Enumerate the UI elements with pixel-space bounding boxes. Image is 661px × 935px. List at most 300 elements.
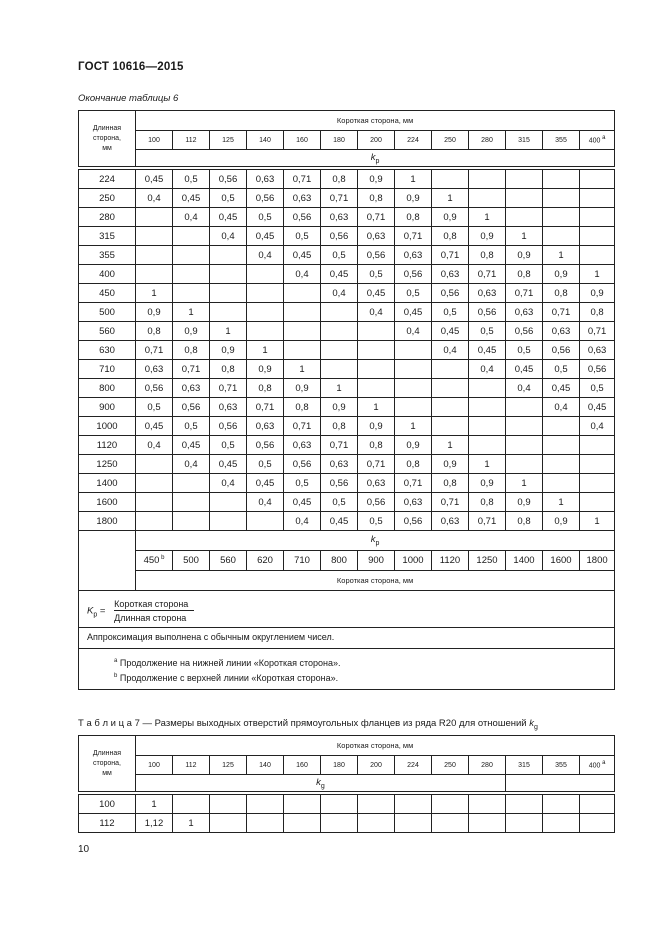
table-cell: 0,8: [358, 436, 395, 455]
table-row: [79, 246, 615, 265]
row-label: 100: [79, 795, 136, 814]
table-6: [78, 110, 615, 690]
table-cell: 0,56: [395, 265, 432, 284]
table-cell: 0,5: [284, 474, 321, 493]
table-cell: [506, 417, 543, 436]
table-cell: 0,5: [136, 398, 173, 417]
table-cell: 0,71: [432, 246, 469, 265]
bottom-column-header: 1120: [432, 551, 469, 571]
table-cell: [173, 284, 210, 303]
table-cell: [210, 814, 247, 833]
table-row: [79, 227, 615, 246]
table-cell: [210, 284, 247, 303]
table-cell: 0,5: [543, 360, 580, 379]
table-cell: [136, 246, 173, 265]
document-title: ГОСТ 10616—2015: [78, 61, 184, 73]
table-cell: 0,9: [395, 436, 432, 455]
table-cell: [321, 322, 358, 341]
page-number: 10: [78, 844, 90, 855]
row-label: 1400: [79, 474, 136, 493]
table-cell: 0,9: [469, 227, 506, 246]
table-cell: 1: [506, 227, 543, 246]
table-cell: 0,4: [506, 379, 543, 398]
table-cell: [136, 208, 173, 227]
row-label: 1600: [79, 493, 136, 512]
column-header: 250: [432, 131, 469, 150]
table-cell: [432, 417, 469, 436]
table-row: [79, 360, 615, 379]
table-cell: [284, 814, 321, 833]
table-cell: 0,63: [284, 189, 321, 208]
table-cell: 0,71: [321, 189, 358, 208]
table-cell: 0,8: [580, 303, 615, 322]
column-header: 355: [543, 131, 580, 150]
table-cell: [469, 398, 506, 417]
table-cell: 0,9: [506, 493, 543, 512]
table-row: [79, 208, 615, 227]
table-cell: 0,71: [247, 398, 284, 417]
row-label: 1800: [79, 512, 136, 531]
table-cell: [469, 814, 506, 833]
table-cell: 0,63: [395, 493, 432, 512]
table-row: [79, 417, 615, 436]
table-cell: 1: [247, 341, 284, 360]
corner-header-line: мм: [102, 144, 112, 152]
column-header: 355: [543, 756, 580, 775]
table-cell: 0,4: [358, 303, 395, 322]
table-cell: 0,45: [543, 379, 580, 398]
table-cell: [321, 814, 358, 833]
table-cell: 1: [469, 208, 506, 227]
table-cell: 0,45: [247, 227, 284, 246]
column-header: 315: [506, 756, 543, 775]
table-cell: 0,8: [247, 379, 284, 398]
table-cell: [543, 170, 580, 189]
row-label: 800: [79, 379, 136, 398]
footnotes: [79, 649, 615, 690]
bottom-column-header: 710: [284, 551, 321, 571]
formula: $K_p$ = $\frac{\text{Короткая сторона}}{\text{Длинная сторона}}$: [79, 591, 615, 628]
column-header: 224: [395, 756, 432, 775]
table-cell: [284, 322, 321, 341]
table-cell: 0,5: [247, 455, 284, 474]
table-cell: 0,63: [543, 322, 580, 341]
table-cell: 0,4: [432, 341, 469, 360]
table-cell: 0,9: [506, 246, 543, 265]
table-cell: [543, 795, 580, 814]
table-cell: [173, 227, 210, 246]
table-cell: [469, 189, 506, 208]
table-cell: 0,9: [358, 170, 395, 189]
table-row: [79, 170, 615, 189]
table-cell: 0,71: [469, 512, 506, 531]
table-cell: 0,4: [136, 436, 173, 455]
table-cell: 0,71: [395, 227, 432, 246]
table-cell: 0,63: [469, 284, 506, 303]
table-cell: 0,71: [136, 341, 173, 360]
table-row: [79, 322, 615, 341]
table-cell: 0,8: [395, 208, 432, 227]
table-cell: [173, 493, 210, 512]
table-cell: [506, 814, 543, 833]
column-header: 280: [469, 756, 506, 775]
table-cell: [321, 303, 358, 322]
row-label: 1250: [79, 455, 136, 474]
table-cell: 0,45: [580, 398, 615, 417]
table-caption: Окончание таблицы 6: [78, 93, 179, 104]
table-cell: 0,71: [321, 436, 358, 455]
row-label: 400: [79, 265, 136, 284]
formula-denominator: Длинная сторона: [114, 613, 187, 623]
table-cell: 0,56: [580, 360, 615, 379]
table-cell: 0,71: [358, 455, 395, 474]
table-cell: [136, 265, 173, 284]
corner-header-line: Длинная: [92, 124, 122, 132]
table-cell: 0,8: [321, 170, 358, 189]
table-cell: [321, 341, 358, 360]
table-cell: [580, 170, 615, 189]
table-cell: [284, 341, 321, 360]
table-cell: [173, 512, 210, 531]
table-cell: 0,56: [247, 436, 284, 455]
table-cell: [580, 493, 615, 512]
table-cell: [173, 474, 210, 493]
table-cell: 0,8: [321, 417, 358, 436]
table-cell: [469, 379, 506, 398]
table-cell: 0,63: [580, 341, 615, 360]
table-cell: 0,71: [210, 379, 247, 398]
table-cell: [210, 246, 247, 265]
column-header: 180: [321, 756, 358, 775]
table-cell: [543, 189, 580, 208]
table-cell: 0,4: [321, 284, 358, 303]
table-cell: 0,56: [284, 208, 321, 227]
table-cell: [432, 170, 469, 189]
table-cell: 0,56: [321, 474, 358, 493]
column-header: 400 $^a$: [580, 756, 615, 775]
table-row: [79, 265, 615, 284]
table-cell: 0,4: [284, 265, 321, 284]
table-cell: 0,63: [284, 436, 321, 455]
table-cell: 0,8: [358, 189, 395, 208]
table-cell: 0,4: [543, 398, 580, 417]
row-label: 560: [79, 322, 136, 341]
table-cell: [395, 360, 432, 379]
table-cell: 0,5: [432, 303, 469, 322]
bottom-column-header: 1250: [469, 551, 506, 571]
row-label: 630: [79, 341, 136, 360]
table-cell: 0,9: [469, 474, 506, 493]
table-cell: 0,45: [210, 455, 247, 474]
table-cell: [432, 795, 469, 814]
table-7: [78, 735, 615, 833]
table-cell: 0,56: [284, 455, 321, 474]
table-cell: [247, 814, 284, 833]
table-cell: [469, 795, 506, 814]
table-row: [79, 284, 615, 303]
table-cell: 0,45: [358, 284, 395, 303]
table-cell: 0,4: [284, 512, 321, 531]
table-cell: 0,5: [321, 246, 358, 265]
table-cell: 1: [284, 360, 321, 379]
table-cell: 0,9: [580, 284, 615, 303]
table-cell: [321, 795, 358, 814]
table-cell: 0,8: [136, 322, 173, 341]
row-label: 1120: [79, 436, 136, 455]
table-cell: [432, 360, 469, 379]
table-cell: 0,4: [469, 360, 506, 379]
table-cell: 0,45: [136, 417, 173, 436]
table-cell: 0,5: [580, 379, 615, 398]
table-cell: 1: [136, 795, 173, 814]
row-label: 900: [79, 398, 136, 417]
table-cell: 1: [469, 455, 506, 474]
table-cell: 0,71: [506, 284, 543, 303]
table-cell: 0,45: [469, 341, 506, 360]
table-cell: 1: [321, 379, 358, 398]
short-side-header: Короткая сторона, мм: [136, 111, 615, 131]
table-cell: 0,9: [358, 417, 395, 436]
table-cell: 1: [543, 246, 580, 265]
table-cell: [543, 436, 580, 455]
table-row: [79, 303, 615, 322]
table-cell: [543, 208, 580, 227]
row-label: 1000: [79, 417, 136, 436]
table-cell: 0,63: [395, 246, 432, 265]
table-cell: 0,9: [395, 189, 432, 208]
table-cell: 0,8: [432, 474, 469, 493]
corner-header: Длинная сторона, мм: [79, 736, 136, 792]
table-cell: 0,56: [395, 512, 432, 531]
table-cell: [247, 303, 284, 322]
bottom-column-header: 1800: [580, 551, 615, 571]
column-header: 250: [432, 756, 469, 775]
bottom-column-header: 560: [210, 551, 247, 571]
table-row: [79, 814, 615, 833]
table-cell: 0,4: [210, 474, 247, 493]
table-cell: [506, 189, 543, 208]
column-header: 100: [136, 756, 173, 775]
table-cell: [210, 795, 247, 814]
k-header: $k_g$: [136, 775, 506, 792]
bottom-column-header: 1600: [543, 551, 580, 571]
table-cell: 0,9: [543, 512, 580, 531]
table-cell: 0,63: [506, 303, 543, 322]
table-cell: [173, 246, 210, 265]
table-cell: 0,63: [358, 474, 395, 493]
table-cell: 0,71: [284, 170, 321, 189]
table-cell: 0,45: [321, 265, 358, 284]
table-cell: [432, 379, 469, 398]
table-cell: 0,63: [321, 455, 358, 474]
table-cell: 0,45: [173, 189, 210, 208]
table-cell: [136, 512, 173, 531]
table-cell: [358, 322, 395, 341]
table-cell: 0,56: [173, 398, 210, 417]
table-cell: 0,5: [247, 208, 284, 227]
table-cell: [432, 398, 469, 417]
table-cell: [580, 227, 615, 246]
table-cell: 0,8: [506, 265, 543, 284]
column-header: 140: [247, 756, 284, 775]
footnote-b: $^b$ Продолжение с верхней линии «Короткая сторона».: [114, 673, 339, 683]
table-cell: 0,9: [284, 379, 321, 398]
table-row: [79, 493, 615, 512]
row-label: 710: [79, 360, 136, 379]
table-row: [79, 512, 615, 531]
row-label: 500: [79, 303, 136, 322]
table-cell: 0,8: [284, 398, 321, 417]
table-cell: 0,63: [136, 360, 173, 379]
column-header: 200: [358, 756, 395, 775]
table-cell: 0,4: [173, 455, 210, 474]
table-cell: 0,9: [210, 341, 247, 360]
bottom-column-header: 500: [173, 551, 210, 571]
table-row: [79, 436, 615, 455]
table-cell: [358, 341, 395, 360]
short-side-header: Короткая сторона, мм: [136, 736, 615, 756]
column-header: 125: [210, 756, 247, 775]
table-cell: 0,5: [321, 493, 358, 512]
table-cell: [284, 284, 321, 303]
table-cell: [395, 814, 432, 833]
table-cell: 0,8: [543, 284, 580, 303]
table-cell: [358, 360, 395, 379]
table-cell: [210, 512, 247, 531]
table-cell: 0,9: [321, 398, 358, 417]
table-cell: 0,71: [395, 474, 432, 493]
table-cell: 0,4: [395, 322, 432, 341]
column-header: 280: [469, 131, 506, 150]
table-cell: 0,8: [469, 246, 506, 265]
table-cell: [543, 227, 580, 246]
short-side-footer: Короткая сторона, мм: [136, 571, 615, 591]
table-cell: [395, 398, 432, 417]
table-cell: 0,45: [136, 170, 173, 189]
table-cell: [580, 208, 615, 227]
k-header-blank: [506, 775, 615, 792]
table-cell: 0,45: [395, 303, 432, 322]
table-cell: [543, 417, 580, 436]
column-header: 160: [284, 131, 321, 150]
table-row: [79, 455, 615, 474]
table-cell: 0,8: [432, 227, 469, 246]
table-cell: 0,5: [173, 170, 210, 189]
table-cell: 0,63: [210, 398, 247, 417]
table-cell: 0,63: [358, 227, 395, 246]
table-cell: 0,45: [321, 512, 358, 531]
bottom-column-header: 620: [247, 551, 284, 571]
table-cell: 0,45: [173, 436, 210, 455]
table-cell: 0,56: [469, 303, 506, 322]
table-cell: 0,9: [543, 265, 580, 284]
table-cell: 0,71: [284, 417, 321, 436]
table-cell: [580, 455, 615, 474]
table-cell: [210, 303, 247, 322]
table-cell: 1: [432, 189, 469, 208]
table-cell: [469, 170, 506, 189]
table-cell: 1: [395, 417, 432, 436]
table-cell: [580, 795, 615, 814]
row-label: 315: [79, 227, 136, 246]
table-cell: 0,56: [543, 341, 580, 360]
table-row: [79, 795, 615, 814]
column-header: 315: [506, 131, 543, 150]
table-cell: [395, 795, 432, 814]
table-cell: 0,45: [506, 360, 543, 379]
table-7-title: Т а б л и ц а 7 — Размеры выходных отверстий прямоугольных фланцев из ряда R20 для отношений $k_g$: [78, 718, 538, 731]
table-cell: 0,4: [247, 246, 284, 265]
table-cell: 1: [210, 322, 247, 341]
table-cell: 0,45: [247, 474, 284, 493]
column-header: 160: [284, 756, 321, 775]
table-cell: 0,56: [247, 189, 284, 208]
table-cell: 0,5: [173, 417, 210, 436]
table-cell: 0,71: [469, 265, 506, 284]
table-cell: [506, 208, 543, 227]
table-cell: 0,63: [432, 512, 469, 531]
table-cell: [543, 455, 580, 474]
table-cell: 0,4: [580, 417, 615, 436]
footnote-a: $^a$ Продолжение на нижней линии «Короткая сторона».: [114, 658, 341, 668]
table-cell: 1: [432, 436, 469, 455]
table-cell: [210, 265, 247, 284]
table-cell: 0,56: [321, 227, 358, 246]
column-header: 112: [173, 131, 210, 150]
table-cell: [284, 795, 321, 814]
table-cell: 0,63: [432, 265, 469, 284]
table-cell: [543, 474, 580, 493]
bottom-column-header: 800: [321, 551, 358, 571]
table-cell: 0,63: [247, 170, 284, 189]
table-cell: 0,8: [395, 455, 432, 474]
column-header: 112: [173, 756, 210, 775]
corner-header: [79, 111, 136, 167]
table-cell: 0,63: [173, 379, 210, 398]
table-cell: 0,9: [136, 303, 173, 322]
formula-fraction: [114, 599, 194, 623]
table-cell: 1: [395, 170, 432, 189]
table-cell: [321, 360, 358, 379]
table-cell: 0,5: [210, 436, 247, 455]
table-cell: 0,8: [506, 512, 543, 531]
column-header: 400 $^a$: [580, 131, 615, 150]
table-cell: 0,8: [210, 360, 247, 379]
column-header: 180: [321, 131, 358, 150]
table-cell: 0,45: [284, 246, 321, 265]
table-cell: 0,71: [543, 303, 580, 322]
table-cell: [247, 284, 284, 303]
table-cell: [543, 814, 580, 833]
column-header: 224: [395, 131, 432, 150]
bottom-column-header: 900: [358, 551, 395, 571]
table-cell: 0,4: [247, 493, 284, 512]
table-cell: [210, 493, 247, 512]
table-cell: 0,56: [432, 284, 469, 303]
table-cell: [506, 170, 543, 189]
table-cell: [247, 265, 284, 284]
table-cell: 0,5: [284, 227, 321, 246]
table-cell: [506, 455, 543, 474]
table-cell: 0,56: [136, 379, 173, 398]
table-cell: [506, 398, 543, 417]
table-cell: [136, 455, 173, 474]
table-cell: [506, 436, 543, 455]
table-cell: [395, 341, 432, 360]
row-label: 112: [79, 814, 136, 833]
bottom-column-header: 1400: [506, 551, 543, 571]
table-cell: [247, 512, 284, 531]
